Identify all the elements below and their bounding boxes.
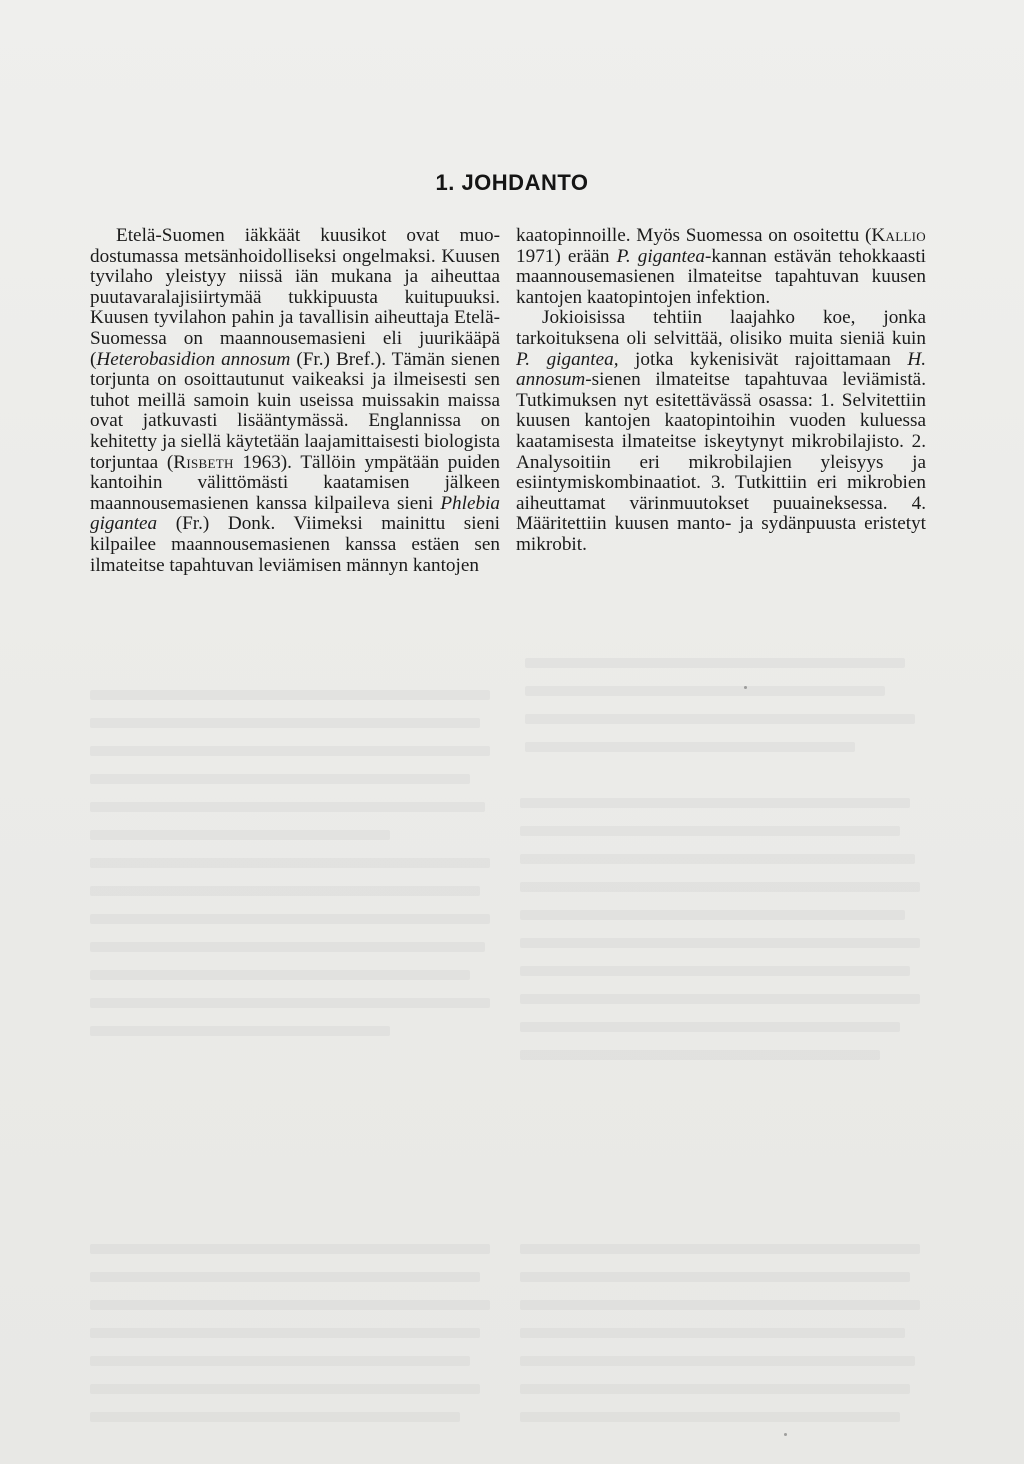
show-through-line (90, 914, 490, 924)
show-through-line (520, 1356, 915, 1366)
left-column (90, 226, 500, 576)
author-citation: Risbeth (173, 451, 234, 473)
show-through-line (520, 1022, 900, 1032)
show-through-line (525, 686, 885, 696)
show-through-line (520, 1300, 920, 1310)
show-through-line (525, 658, 905, 668)
text-run: (Fr.) Bref.). Tämän sienen torjunta on osoittautunut vaikeaksi ja ilmeisesti sen tuhot meillä samoin kuin useissa muissakin maissa ovat jatkuvasti lisääntymässä. Englannissa on kehitetty ja siellä käytetään laajamittaisesti biologista torjuntaa ( (90, 348, 500, 473)
show-through-line (90, 830, 390, 840)
show-through-line (90, 1244, 490, 1254)
text-run: -kannan estävän tehokkaasti maannousemasienen ilmateitse tapahtuvan kuusen kantojen kaatopintojen infektion. (516, 245, 926, 308)
show-through-line (90, 942, 485, 952)
show-through-line (90, 690, 490, 700)
text-run: Etelä-Suomen iäkkäät kuusikot ovat muodostumassa metsänhoidolliseksi ongelmaksi. Kuusen tyvilaho yleistyy niissä iän mukana ja aiheuttaa puutavaralajisiirtymää tukkipuusta kuitupuuksi. Kuusen tyvilahon pahin ja tavallisin aiheuttaja Etelä-Suomessa on maannousemasieni eli juurikääpä ( (90, 225, 500, 370)
right-column (516, 226, 926, 556)
show-through-line (520, 1412, 900, 1422)
show-through-line (520, 854, 915, 864)
italic-text: P. gigantea (616, 245, 705, 267)
show-through-line (520, 798, 910, 808)
show-through-line (520, 882, 920, 892)
show-through-line (90, 1412, 460, 1422)
section-heading: 1. JOHDANTO (435, 170, 589, 195)
italic-text: H. annosum (516, 348, 926, 391)
paragraph (90, 226, 500, 576)
show-through-line (525, 714, 915, 724)
show-through-line (90, 1026, 390, 1036)
text-run: -sienen ilmateitse tapahtuvaa leviämistä. Tutkimuksen nyt esitettävässä osassa: 1. Selvitettiin kuusen kantojen kaatopintoihin vuoden kuluessa kaatamisesta ilmateitse iskeytynyt mikrobilajisto. 2. Analysoitiin eri mikrobilajien yleisyys ja esiintymiskombinaatiot. 3. Tutkittiin eri mikrobien aiheuttamat värinmuutokset puuaineksessa. 4. Määritettiin kuusen manto- ja sydänpuusta eristetyt mikrobit. (516, 369, 926, 555)
show-through-line (90, 718, 480, 728)
show-through-line (90, 1272, 480, 1282)
italic-text: P. gigantea, (516, 348, 619, 370)
show-through-line (520, 1328, 905, 1338)
show-through-line (520, 1244, 920, 1254)
scan-speck (744, 686, 747, 689)
text-run: kaatopinnoille. Myös Suomessa on osoitettu ( (516, 225, 872, 246)
show-through-line (90, 774, 470, 784)
show-through-line (90, 886, 480, 896)
text-run: (Fr.) Donk. Viimeksi mainittu sieni kilpailee maannousemasienen kanssa estäen sen ilmateitse tapahtuvan leviämisen männyn kantojen (90, 513, 500, 576)
show-through-line (520, 1050, 880, 1060)
text-run: Jokioisissa tehtiin laajahko koe, jonka tarkoituksena oli selvittää, olisiko muita sieniä kuin (516, 307, 926, 349)
show-through-line (90, 802, 485, 812)
show-through-line (90, 998, 490, 1008)
show-through-line (520, 826, 900, 836)
show-through-line (90, 1356, 470, 1366)
show-through-line (90, 970, 470, 980)
show-through-line (520, 1272, 910, 1282)
show-through-line (90, 1328, 480, 1338)
show-through-line (520, 910, 905, 920)
show-through-line (525, 742, 855, 752)
paragraph (516, 308, 926, 555)
show-through-line (520, 994, 920, 1004)
show-through-line (520, 938, 920, 948)
show-through-line (520, 1384, 910, 1394)
show-through-line (520, 966, 910, 976)
paragraph (516, 226, 926, 308)
text-run: jotka kykenisivät rajoittamaan (618, 348, 908, 370)
scan-speck (784, 1433, 787, 1436)
show-through-line (90, 746, 490, 756)
show-through-line (90, 1300, 490, 1310)
text-run: 1963). Tällöin ympätään puiden kantoihin välittömästi kaatamisen jälkeen maannousemasienen kanssa kilpaileva sieni (90, 451, 500, 514)
italic-text: Phlebia gigantea (90, 492, 500, 535)
italic-text: Heterobasidion annosum (96, 348, 291, 370)
show-through-line (90, 858, 490, 868)
show-through-line (90, 1384, 480, 1394)
author-citation: Kallio (871, 225, 926, 246)
text-run: 1971) erään (516, 245, 617, 267)
